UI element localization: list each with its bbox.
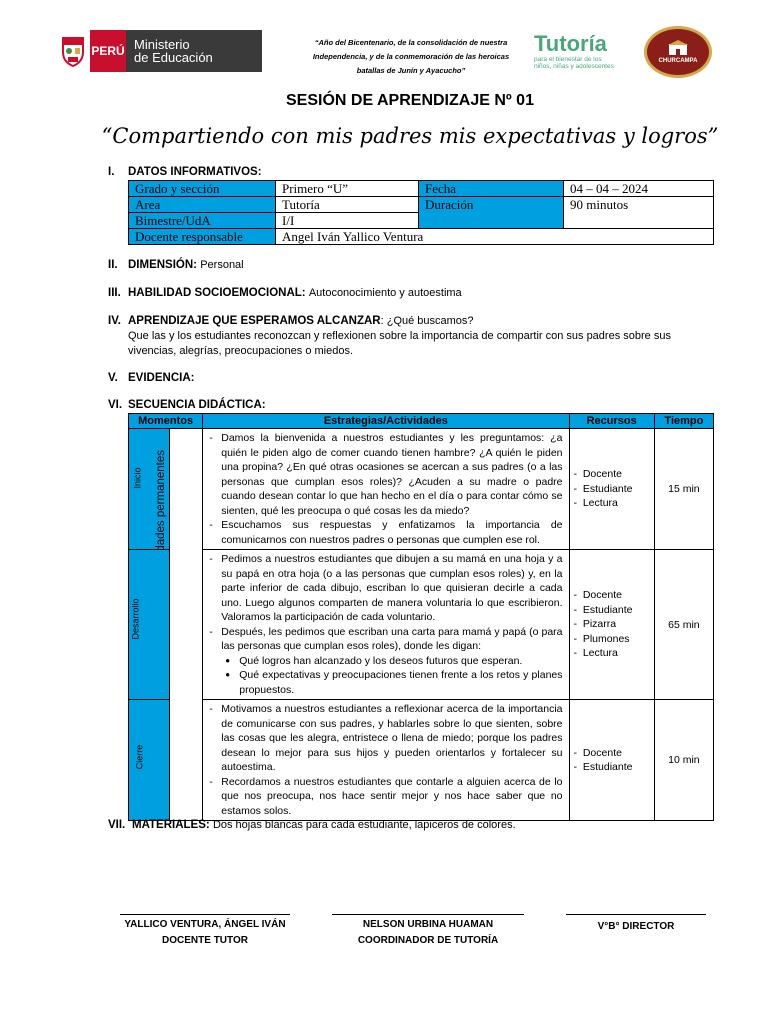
section-secuencia bbox=[108, 399, 266, 411]
signature-line bbox=[120, 914, 290, 915]
section-label: HABILIDAD SOCIOEMOCIONAL: bbox=[128, 287, 306, 299]
time-cell: 15 min bbox=[654, 429, 713, 550]
header-estrategias: Estrategias/Actividades bbox=[203, 414, 569, 429]
table-row bbox=[129, 429, 714, 550]
resource-item: - Plumones bbox=[574, 632, 653, 647]
section-label: EVIDENCIA: bbox=[128, 372, 195, 384]
docente-label: Docente responsable bbox=[129, 229, 276, 245]
resource-item: - Docente bbox=[574, 588, 653, 603]
materiales-value: Dos hojas blancas para cada estudiante, lapiceros de colores. bbox=[212, 819, 516, 831]
signature-docente bbox=[110, 917, 300, 949]
signature-line bbox=[332, 914, 524, 915]
session-subtitle: “Compartiendo con mis padres mis expectativas y logros” bbox=[101, 124, 719, 148]
table-row bbox=[129, 197, 714, 213]
school-seal-icon bbox=[644, 26, 712, 78]
activity-item: - Después, les pedimos que escriban una carta para mamá y papá (o para las personas que cumplan esos roles), donde les digan: bbox=[209, 625, 562, 654]
section-label: SECUENCIA DIDÁCTICA: bbox=[128, 399, 266, 411]
resource-item: - Pizarra bbox=[574, 617, 653, 632]
section-datos bbox=[108, 166, 262, 178]
table-row bbox=[129, 181, 714, 197]
vertical-label-cell bbox=[170, 429, 203, 821]
moment-cell bbox=[129, 550, 170, 700]
moment-label: Cierre bbox=[134, 744, 145, 770]
resource-item: - Estudiante bbox=[574, 603, 653, 618]
resources-cell bbox=[569, 700, 654, 821]
activity-item: - Recordamos a nuestros estudiantes que contarle a alguien acerca de lo que nos preocupa, nos hace sentir mejor y nos hace saber que no estamos solos. bbox=[209, 775, 562, 819]
resource-item: - Lectura bbox=[574, 496, 653, 511]
section-materiales bbox=[108, 819, 516, 831]
seal-text: CHURCAMPA bbox=[658, 58, 698, 64]
activities-cell bbox=[203, 700, 569, 821]
year-motto bbox=[300, 36, 522, 78]
motto-line3: batallas de Junín y Ayacucho” bbox=[356, 66, 466, 75]
dimension-value: Personal bbox=[200, 259, 244, 271]
section-label: MATERIALES: bbox=[132, 819, 210, 831]
area-value: Tutoría bbox=[276, 197, 419, 213]
duracion-value: 90 minutos bbox=[564, 197, 714, 229]
activity-item: - Pedimos a nuestros estudiantes que dibujen a su mamá en una hoja y a su papá en otra hoja (o a las personas que cumplan esos roles) y, en la parte inferior de cada dibujo, escriban lo que quisieran decirle a cada uno. Luego algunos comparten de manera voluntaria lo que escribieron. Valoramos la participación de cada voluntario. bbox=[209, 552, 562, 625]
docente-value: Angel Iván Yallico Ventura bbox=[276, 229, 714, 245]
tutoria-logo bbox=[534, 32, 634, 70]
grado-value: Primero “U” bbox=[276, 181, 419, 197]
table-row bbox=[129, 550, 714, 700]
header-tiempo: Tiempo bbox=[654, 414, 713, 429]
time-cell: 65 min bbox=[654, 550, 713, 700]
section-evidencia bbox=[108, 372, 194, 384]
section-label: DATOS INFORMATIVOS: bbox=[128, 166, 262, 178]
moment-label: Inicio bbox=[132, 467, 143, 489]
tutoria-title: Tutoría bbox=[534, 31, 607, 56]
resources-cell bbox=[569, 429, 654, 550]
aprendizaje-body: Que las y los estudiantes reconozcan y reflexionen sobre la importancia de compartir con sus padres sobre sus vivencias, alegrías, preocupaciones o miedos. bbox=[128, 330, 671, 357]
header-recursos: Recursos bbox=[569, 414, 654, 429]
section-label: APRENDIZAJE QUE ESPERAMOS ALCANZAR bbox=[128, 315, 381, 327]
grado-label: Grado y sección bbox=[129, 181, 276, 197]
aprendizaje-question: : ¿Qué buscamos? bbox=[380, 315, 474, 327]
info-table bbox=[128, 180, 714, 245]
signature-line bbox=[566, 914, 706, 915]
area-label: Area bbox=[129, 197, 276, 213]
section-number: III. bbox=[108, 287, 121, 299]
section-number: V. bbox=[108, 372, 118, 384]
section-number: VII. bbox=[108, 819, 126, 831]
peru-label: PERÚ bbox=[90, 30, 126, 72]
table-row bbox=[129, 229, 714, 245]
bimestre-label: Bimestre/UdA bbox=[129, 213, 276, 229]
section-number: I. bbox=[108, 166, 115, 178]
session-title: SESIÓN DE APRENDIZAJE Nº 01 bbox=[286, 92, 534, 109]
section-label: DIMENSIÓN: bbox=[128, 259, 197, 271]
duracion-label: Duración bbox=[419, 197, 564, 229]
fecha-value: 04 – 04 – 2024 bbox=[564, 181, 714, 197]
signature-role: DOCENTE TUTOR bbox=[162, 935, 248, 946]
activity-bullet: ● Qué expectativas y preocupaciones tienen frente a los retos y planes propuestos. bbox=[209, 668, 562, 697]
activity-bullet: ● Qué logros han alcanzado y los deseos futuros que esperan. bbox=[209, 654, 562, 669]
section-number: IV. bbox=[108, 315, 122, 327]
signature-role: COORDINADOR DE TUTORÍA bbox=[357, 935, 499, 946]
resource-item: - Lectura bbox=[574, 646, 653, 661]
table-header-row bbox=[129, 414, 714, 429]
section-aprendizaje bbox=[108, 315, 474, 327]
moment-label: Desarrollo bbox=[130, 598, 141, 640]
section-number: II. bbox=[108, 259, 118, 271]
moment-cell bbox=[129, 700, 170, 821]
resource-item: - Docente bbox=[574, 467, 653, 482]
tutoria-sub2: niños, niñas y adolescentes bbox=[534, 63, 614, 70]
fecha-label: Fecha bbox=[419, 181, 564, 197]
resource-item: - Estudiante bbox=[574, 760, 653, 775]
table-row bbox=[129, 700, 714, 821]
activity-item: - Escuchamos sus respuestas y enfatizamos la importancia de comunicarnos con nuestros padres o personas que cumplen ese rol. bbox=[209, 518, 562, 547]
signature-name: V°B° DIRECTOR bbox=[597, 921, 675, 932]
didactic-table bbox=[128, 413, 714, 821]
activity-item: - Damos la bienvenida a nuestros estudiantes y les preguntamos: ¿a quién le piden algo de comer cuando tienen hambre? ¿A quién le piden una propina? ¿En qué otras ocasiones se acercan a sus padres (o a las personas que cumplan esos roles)? ¿Acuden a su madre o padre cuando desean contar lo que han hecho en el día o para contar cómo se sienten, qué les preocupa o qué cosas les da miedo? bbox=[209, 431, 562, 518]
resource-item: - Estudiante bbox=[574, 482, 653, 497]
activities-cell bbox=[203, 550, 569, 700]
minedu-logo bbox=[56, 30, 262, 72]
section-habilidad bbox=[108, 287, 462, 299]
signature-name: YALLICO VENTURA, ÁNGEL IVÁN bbox=[124, 919, 286, 930]
activities-cell bbox=[203, 429, 569, 550]
section-dimension bbox=[108, 259, 244, 271]
signature-director bbox=[566, 919, 706, 935]
resource-item: - Docente bbox=[574, 746, 653, 761]
peru-shield-icon bbox=[56, 30, 90, 72]
habilidad-value: Autoconocimiento y autoestima bbox=[308, 287, 462, 299]
bimestre-value: I/I bbox=[276, 213, 419, 229]
signature-name: NELSON URBINA HUAMAN bbox=[362, 919, 494, 930]
resources-cell bbox=[569, 550, 654, 700]
motto-line2: Independencia, y de la conmemoración de las heroicas bbox=[312, 52, 510, 61]
signature-coordinador bbox=[328, 917, 528, 949]
activity-item: - Motivamos a nuestros estudiantes a reflexionar acerca de la importancia de comunicarse con sus padres, y hablarles sobre lo que sienten, sobre las cosas que les alegra, entristece o llena de miedo; porque los padres desean lo mejor para sus hijos y pueden orientarlos y fortalecer su autoestima. bbox=[209, 702, 562, 775]
ministry-name bbox=[126, 30, 262, 72]
ministry-line1: Ministerio bbox=[134, 37, 190, 52]
ministry-line2: de Educación bbox=[134, 50, 213, 65]
header-momentos: Momentos bbox=[129, 414, 203, 429]
section-number: VI. bbox=[108, 399, 123, 411]
tutoria-sub1: para el bienestar de los bbox=[534, 56, 602, 63]
time-cell: 10 min bbox=[654, 700, 713, 821]
motto-line1: “Año del Bicentenario, de la consolidación de nuestra bbox=[314, 38, 508, 47]
